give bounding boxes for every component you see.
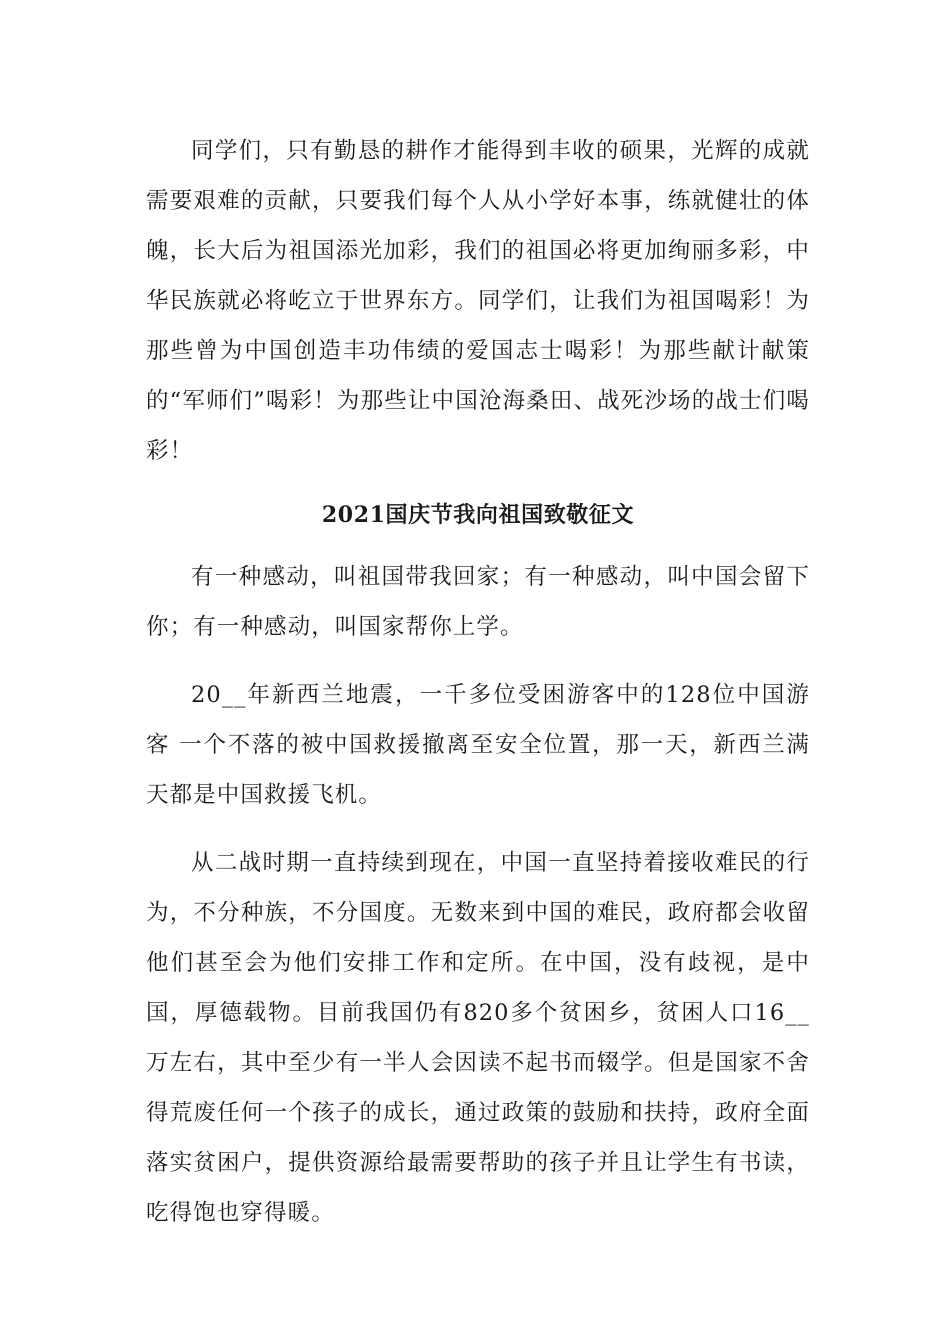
document-body — [146, 126, 810, 1238]
body-paragraph: 有一种感动，叫祖国带我回家；有一种感动，叫中国会留下你；有一种感动，叫国家帮你上学。 — [146, 564, 810, 640]
spacer — [146, 540, 810, 552]
body-paragraph: 20__年新西兰地震，一千多位受困游客中的128位中国游客 一个不落的被中国救援撤离至安全位置，那一天，新西兰满天都是中国救援飞机。 — [146, 682, 810, 808]
intro-paragraph: 同学们，只有勤恳的耕作才能得到丰收的硕果，光辉的成就需要艰难的贡献，只要我们每个人从小学好本事，练就健壮的体魄，长大后为祖国添光加彩，我们的祖国必将更加绚丽多彩，中华民族就必将屹立于世界东方。同学们，让我们为祖国喝彩！为那些曾为中国创造丰功伟绩的爱国志士喝彩！为那些献计献策的“军师们”喝彩！为那些让中国沧海桑田、战死沙场的战士们喝彩！ — [146, 138, 810, 464]
section-title: 2021国庆节我向祖国致敬征文 — [321, 502, 635, 528]
body-paragraph: 从二战时期一直持续到现在，中国一直坚持着接收难民的行为，不分种族，不分国度。无数来到中国的难民，政府都会收留他们甚至会为他们安排工作和定所。在中国，没有歧视，是中国，厚德载物。目前我国仍有820多个贫困乡，贫困人口16__万左右，其中至少有一半人会因读不起书而辍学。但是国家不舍得荒废任何一个孩子的成长，通过政策的鼓励和扶持，政府全面落实贫困户，提供资源给最需要帮助的孩子并且让学生有书读，吃得饱也穿得暖。 — [146, 850, 810, 1226]
spacer — [146, 652, 810, 670]
spacer — [146, 476, 810, 490]
spacer — [146, 820, 810, 838]
